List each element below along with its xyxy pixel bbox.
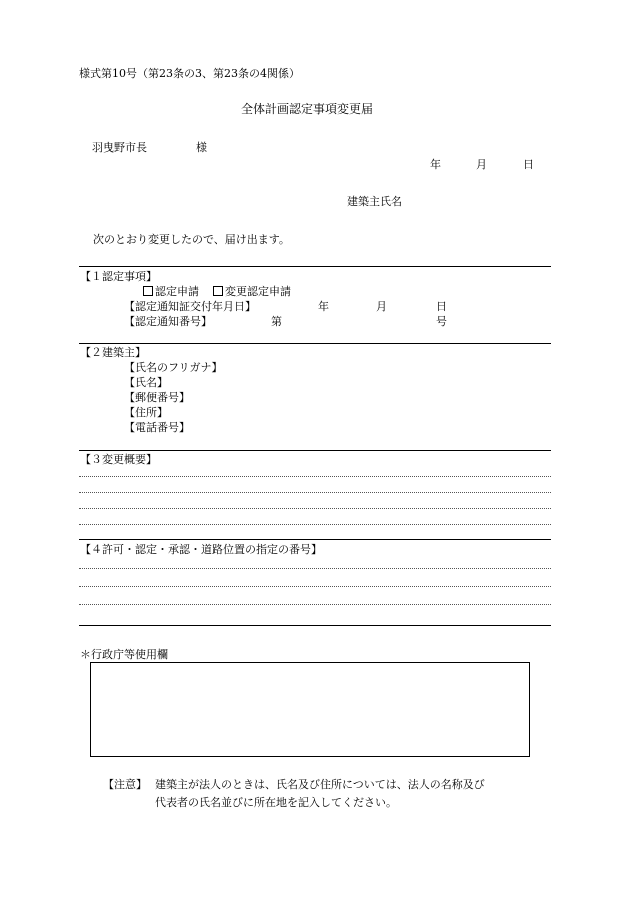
divider-section2 [79,343,551,344]
section1-heading: 【１認定事項】 [80,270,157,283]
notice-number-prefix: 第 [271,315,282,328]
divider-top [79,266,551,267]
divider-section3 [79,450,551,451]
applicant-name-label: 建築主氏名 [347,195,402,208]
checkbox-change-certification-application[interactable] [213,286,223,296]
addressee-name: 羽曳野市長 [92,141,147,154]
field-postal-code: 【郵便番号】 [124,391,190,404]
section4-heading: 【４許可・認定・承認・道路位置の指定の番号】 [80,543,322,556]
change-summary-line[interactable] [79,492,551,493]
option-label: 変更認定申請 [225,285,291,298]
change-summary-line[interactable] [79,476,551,477]
option-certification-application[interactable] [143,286,199,297]
office-use-label: ＊行政庁等使用欄 [80,648,168,661]
permit-number-line[interactable] [79,568,551,569]
checkbox-certification-application[interactable] [143,286,153,296]
change-summary-line[interactable] [79,508,551,509]
notice-number-suffix: 号 [436,315,447,328]
change-summary-line[interactable] [79,524,551,525]
divider-bottom [79,625,551,626]
office-use-box [90,662,530,757]
intro-text: 次のとおり変更したので、届け出ます。 [93,233,290,246]
notice-number-label: 【認定通知番号】 [124,315,212,328]
field-name-furigana: 【氏名のフリガナ】 [124,361,223,374]
section3-heading: 【３変更概要】 [80,453,157,466]
field-phone: 【電話番号】 [124,421,190,434]
date-year-label: 年 [430,158,441,171]
notice-date-month: 月 [376,300,387,313]
option-label: 認定申請 [155,285,199,298]
date-day-label: 日 [523,158,534,171]
notice-date-label: 【認定通知証交付年月日】 [124,300,256,313]
notice-date-year: 年 [318,300,329,313]
note-label: 【注意】 [103,778,147,791]
date-month-label: 月 [476,158,487,171]
permit-number-line[interactable] [79,604,551,605]
note-line-2: 代表者の氏名並びに所在地を記入してください。 [155,796,397,809]
field-name: 【氏名】 [124,376,168,389]
form-number: 様式第10号（第23条の3、第23条の4関係） [79,67,300,80]
field-address: 【住所】 [124,406,168,419]
addressee-honorific: 様 [196,141,207,154]
notice-date-day: 日 [436,300,447,313]
note-line-1: 建築主が法人のときは、氏名及び住所については、法人の名称及び [155,778,485,791]
permit-number-line[interactable] [79,586,551,587]
divider-section4 [79,539,551,540]
option-change-certification-application[interactable] [213,286,291,297]
section2-heading: 【２建築主】 [80,346,146,359]
form-title: 全体計画認定事項変更届 [241,102,374,116]
